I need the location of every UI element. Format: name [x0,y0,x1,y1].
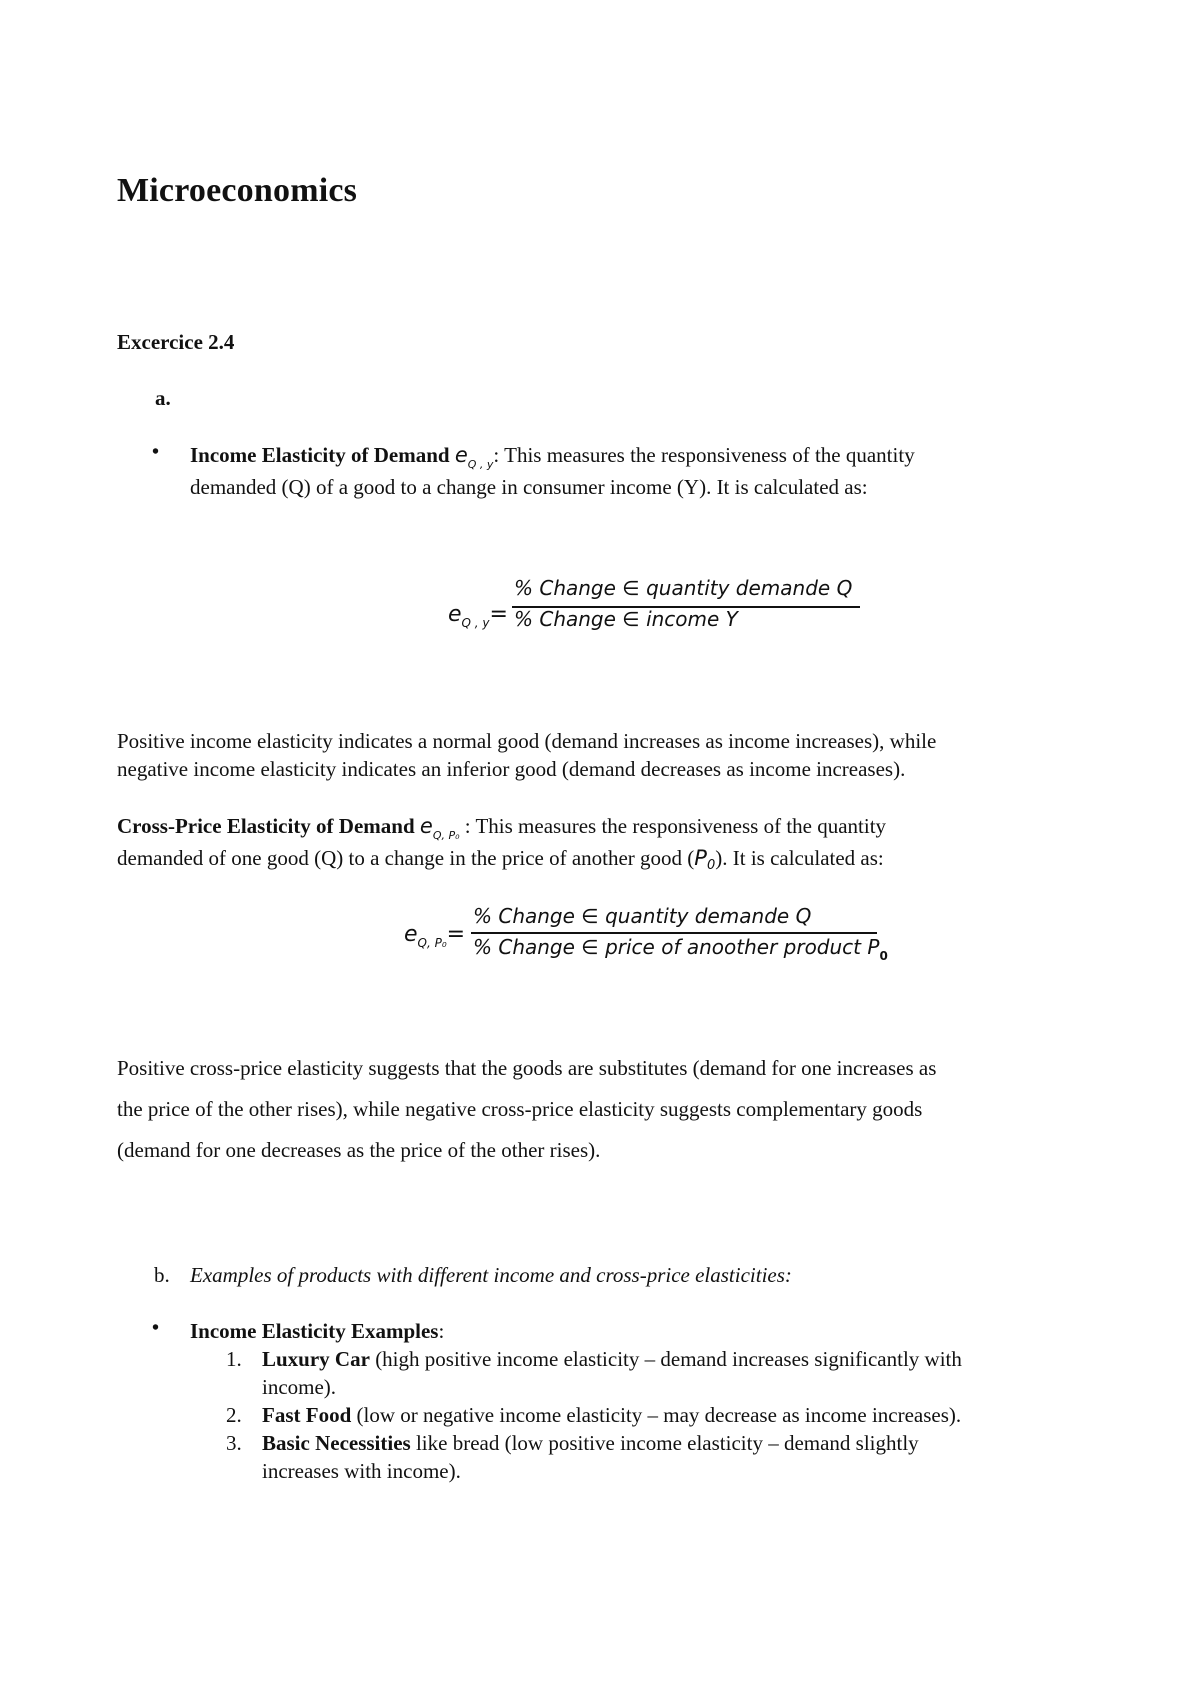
income-interpretation-line2: negative income elasticity indicates an inferior good (demand decreases as income increases). [117,757,906,781]
list-item-bold: Basic Necessities [262,1431,411,1455]
formula2-numerator: % Change ∈ quantity demande Q [473,904,812,928]
document-title: Microeconomics [117,172,358,209]
income-elasticity-term: Income Elasticity of Demand [190,443,450,467]
formula2-denominator-sub: 0 [879,949,888,963]
formula1-lhs-sub: Q , y [461,616,490,630]
income-elasticity-definition [190,441,1090,501]
cross-interpretation-line2: the price of the other rises), while negative cross-price elasticity suggests complementary goods [117,1097,923,1121]
formula1-denominator: % Change ∈ income Y [514,607,738,631]
income-examples-term: Income Elasticity Examples [190,1319,439,1343]
cross-price-line1: : This measures the responsiveness of the quantity [459,814,887,838]
income-elasticity-symbol: e [454,443,468,467]
formula2-denominator: % Change ∈ price of anoother product P [473,935,880,959]
income-examples-list [226,1345,1126,1485]
formula2-fraction-line [471,932,877,934]
list-item-rest: (high positive income elasticity – demand increases significantly with [369,1347,962,1371]
bullet-icon: • [152,441,160,463]
formula2-equals: = [446,922,466,947]
cross-price-line2-a: demanded of one good (Q) to a change in the price of another good ( [117,846,695,870]
income-elasticity-interpretation [117,727,1117,783]
list-item-number: 3. [226,1431,242,1455]
income-examples-colon: : [438,1319,445,1343]
formula2-lhs-sub: Q, P₀ [417,936,447,950]
list-item-number: 1. [226,1347,242,1371]
list-item-rest-continued: increases with income). [262,1459,461,1483]
cross-price-symbol-sub: Q, P₀ [432,829,460,842]
list-item [226,1429,1126,1485]
list-item-rest: like bread (low positive income elasticity – demand slightly [410,1431,919,1455]
cross-price-line2-b: ). It is calculated as: [715,846,884,870]
cross-price-line2-symbol-sub: 0 [706,858,716,873]
cross-price-interpretation [117,1048,1117,1171]
income-interpretation-line1: Positive income elasticity indicates a normal good (demand increases as income increases), while [117,729,937,753]
list-item-rest-continued: income). [262,1375,337,1399]
formula1-numerator: % Change ∈ quantity demande Q [514,576,853,600]
exercise-heading: Excercice 2.4 [117,330,235,354]
list-item [226,1345,1126,1401]
list-item [226,1401,1126,1429]
formula2-lhs: e [404,922,418,947]
part-b-text: Examples of products with different income and cross-price elasticities: [190,1263,792,1287]
cross-price-symbol: e [419,814,433,838]
formula1-lhs: e [448,602,462,627]
formula1-equals: = [489,602,508,627]
income-elasticity-line1: : This measures the responsiveness of the quantity [493,443,915,467]
part-b-label: b. [154,1263,170,1287]
bullet-icon: • [152,1317,160,1339]
income-elasticity-line2: demanded (Q) of a good to a change in consumer income (Y). It is calculated as: [190,475,868,499]
income-elasticity-symbol-sub: Q , y [467,458,494,471]
part-b-heading [190,1261,792,1289]
cross-price-term: Cross-Price Elasticity of Demand [117,814,415,838]
list-item-bold: Fast Food [262,1403,352,1427]
list-item-bold: Luxury Car [262,1347,370,1371]
part-a-label: a. [155,386,171,410]
list-item-number: 2. [226,1403,242,1427]
cross-price-line2-symbol: P [694,846,707,870]
cross-interpretation-line3: (demand for one decreases as the price of the other rises). [117,1138,601,1162]
cross-interpretation-line1: Positive cross-price elasticity suggests that the goods are substitutes (demand for one increases as [117,1056,937,1080]
income-examples-heading [190,1317,444,1345]
cross-price-elasticity-definition [117,812,1117,876]
list-item-rest: (low or negative income elasticity – may decrease as income increases). [351,1403,962,1427]
